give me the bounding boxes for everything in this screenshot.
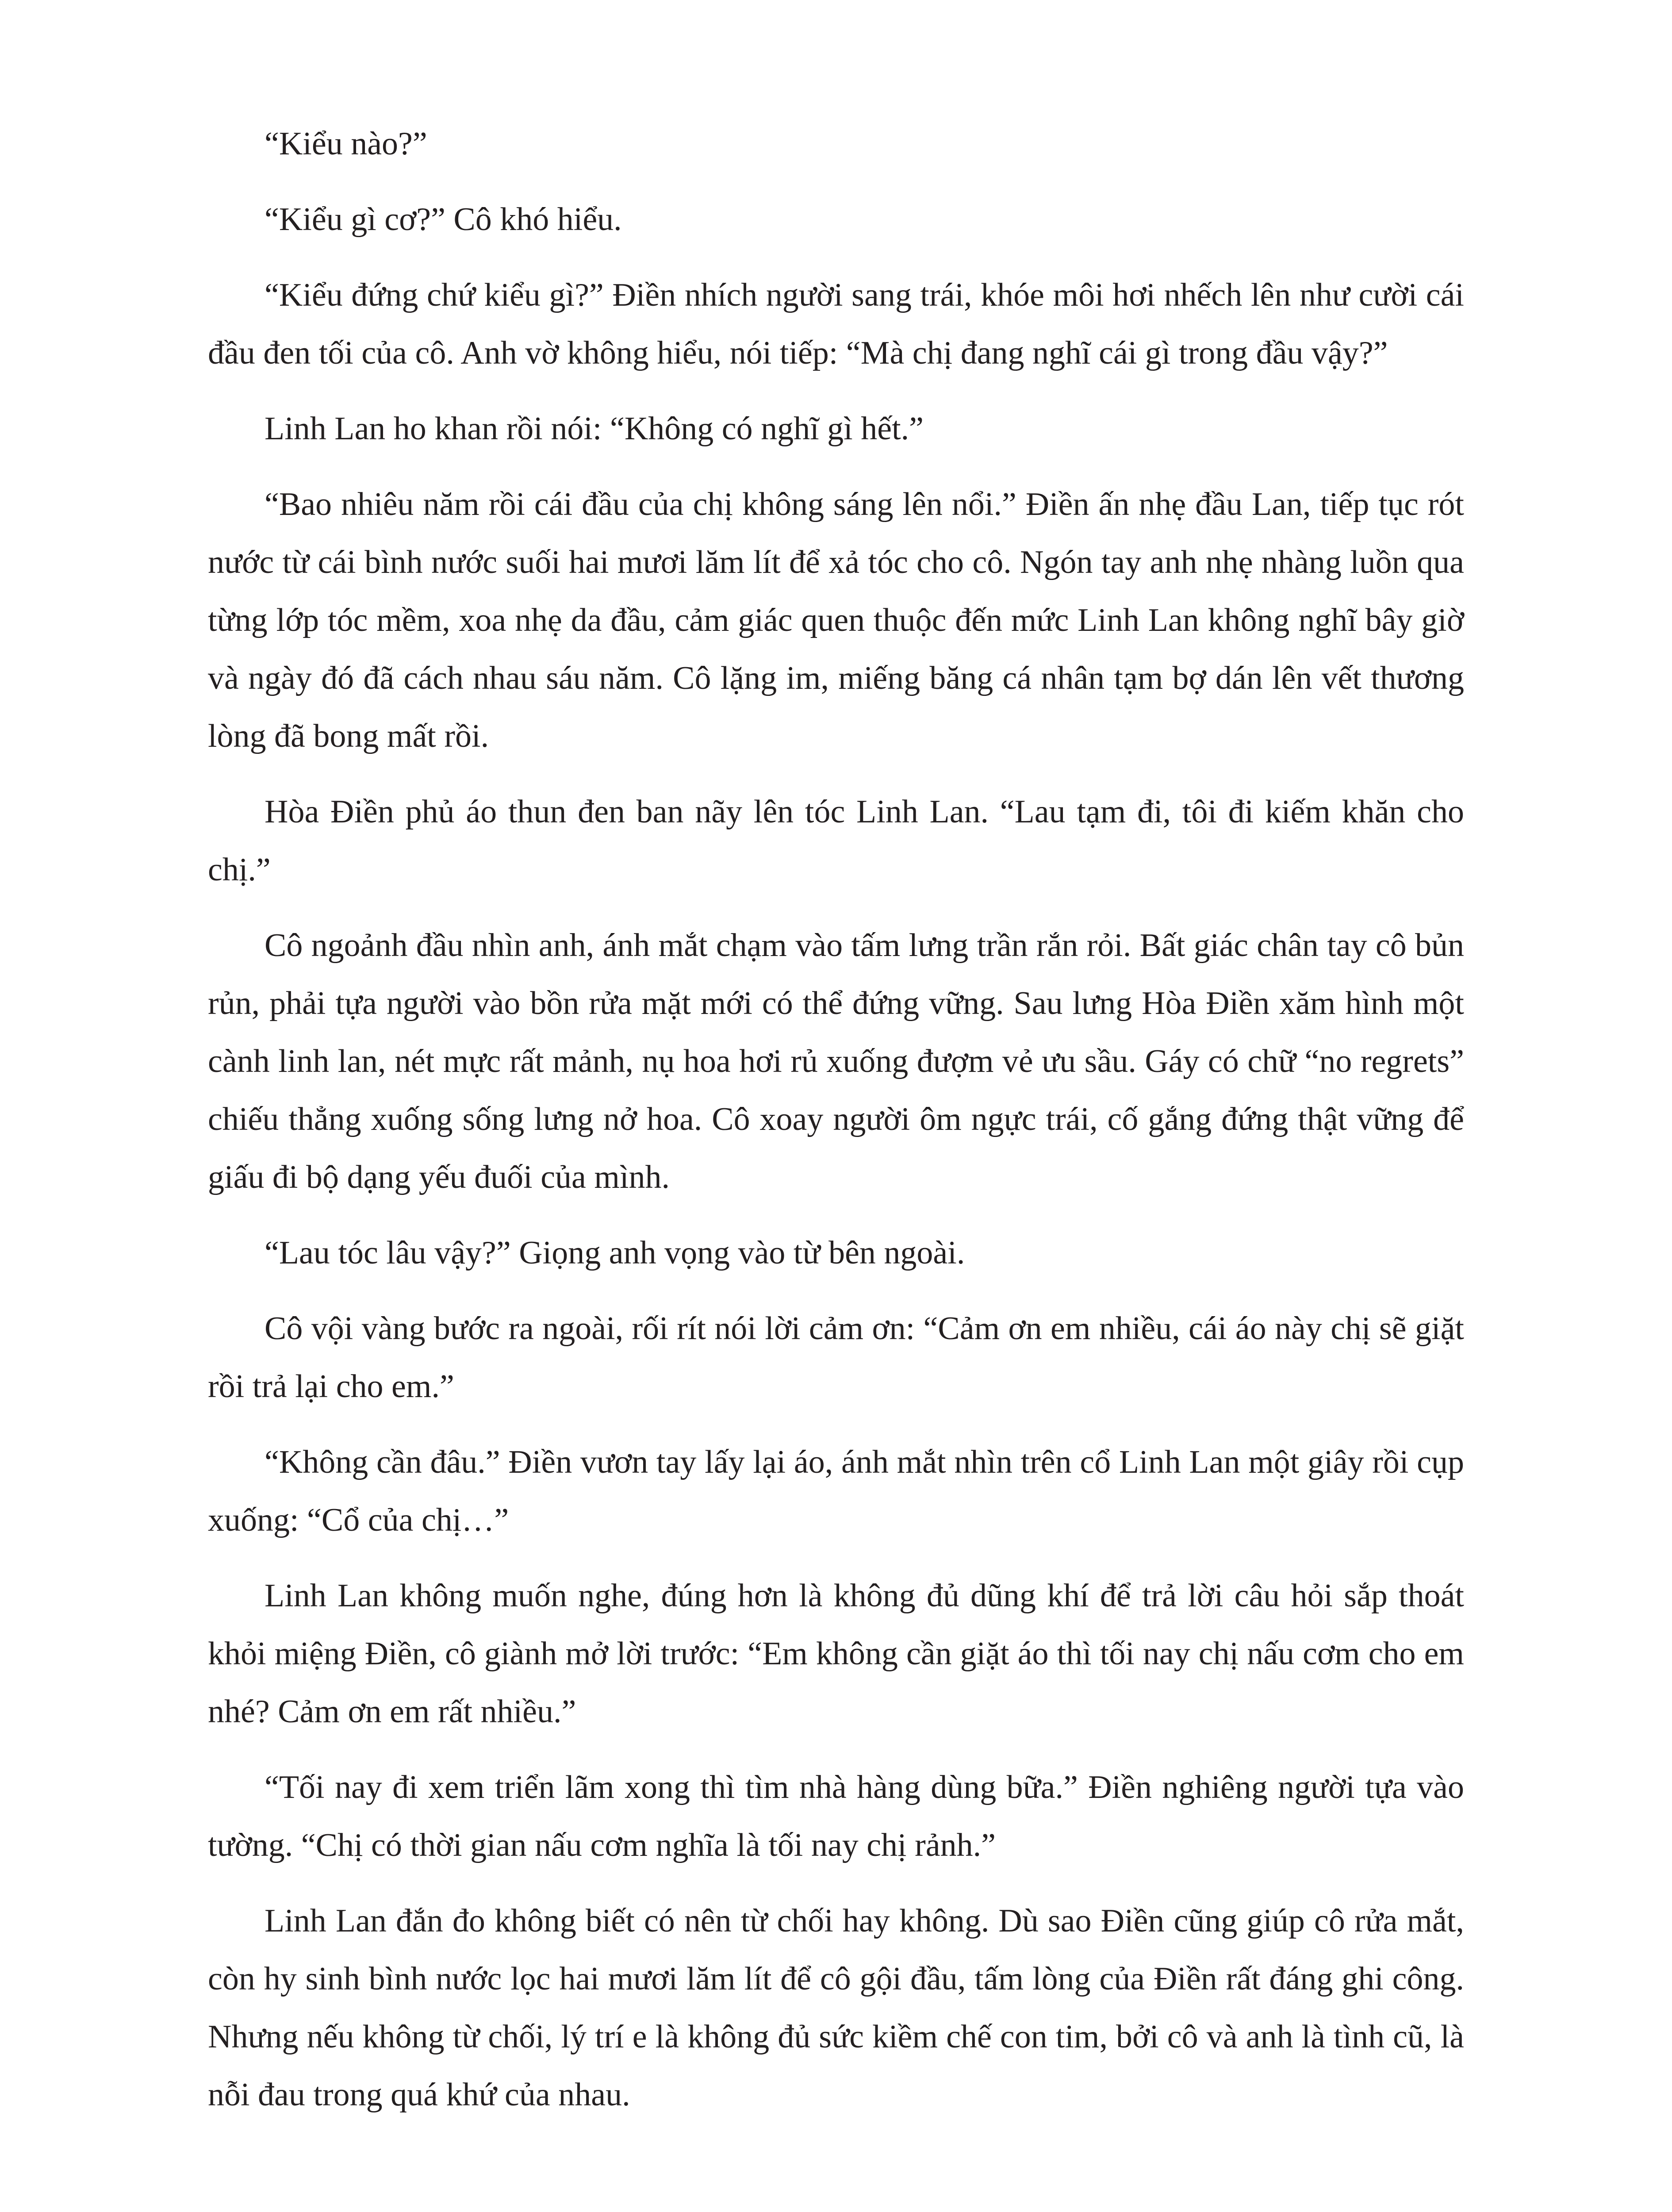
paragraph: Linh Lan không muốn nghe, đúng hơn là không đủ dũng khí để trả lời câu hỏi sắp thoát khỏi miệng Điền, cô giành mở lời trước: “Em không cần giặt áo thì tối nay chị nấu cơm cho em nhé? Cảm ơn em rất nhiều.”	[208, 1578, 1464, 1730]
paragraph: “Lau tóc lâu vậy?” Giọng anh vọng vào từ bên ngoài.	[265, 1235, 965, 1271]
paragraph: “Bao nhiêu năm rồi cái đầu của chị không sáng lên nổi.” Điền ấn nhẹ đầu Lan, tiếp tục rót nước từ cái bình nước suối hai mươi lăm lít để xả tóc cho cô. Ngón tay anh nhẹ nhàng luồn qua từng lớp tóc mềm, xoa nhẹ da đầu, cảm giác quen thuộc đến mức Linh Lan không nghĩ bây giờ và ngày đó đã cách nhau sáu năm. Cô lặng im, miếng băng cá nhân tạm bợ dán lên vết thương lòng đã bong mất rồi.	[208, 486, 1464, 754]
paragraph: “Kiểu gì cơ?” Cô khó hiểu.	[265, 201, 622, 238]
paragraph: Linh Lan đắn đo không biết có nên từ chối hay không. Dù sao Điền cũng giúp cô rửa mắt, còn hy sinh bình nước lọc hai mươi lăm lít để cô gội đầu, tấm lòng của Điền rất đáng ghi công. Nhưng nếu không từ chối, lý trí e là không đủ sức kiềm chế con tim, bởi cô và anh là tình cũ, là nỗi đau trong quá khứ của nhau.	[208, 1903, 1464, 2113]
paragraph: “Tối nay đi xem triển lãm xong thì tìm nhà hàng dùng bữa.” Điền nghiêng người tựa vào tường. “Chị có thời gian nấu cơm nghĩa là tối nay chị rảnh.”	[208, 1769, 1464, 1863]
paragraph: “Kiểu đứng chứ kiểu gì?” Điền nhích người sang trái, khóe môi hơi nhếch lên như cười cái đầu đen tối của cô. Anh vờ không hiểu, nói tiếp: “Mà chị đang nghĩ cái gì trong đầu vậy?”	[208, 277, 1464, 371]
paragraph: “Kiểu nào?”	[265, 126, 427, 162]
paragraph: Hòa Điền phủ áo thun đen ban nãy lên tóc Linh Lan. “Lau tạm đi, tôi đi kiếm khăn cho chị.”	[208, 794, 1464, 888]
paragraph: Linh Lan ho khan rồi nói: “Không có nghĩ gì hết.”	[265, 411, 924, 447]
body-text	[208, 115, 1464, 2142]
paragraph: Cô ngoảnh đầu nhìn anh, ánh mắt chạm vào tấm lưng trần rắn rỏi. Bất giác chân tay cô bủn rủn, phải tựa người vào bồn rửa mặt mới có thể đứng vững. Sau lưng Hòa Điền xăm hình một cành linh lan, nét mực rất mảnh, nụ hoa hơi rủ xuống đượm vẻ ưu sầu. Gáy có chữ “no regrets” chiếu thẳng xuống sống lưng nở hoa. Cô xoay người ôm ngực trái, cố gắng đứng thật vững để giấu đi bộ dạng yếu đuối của mình.	[208, 927, 1464, 1195]
paragraph: Cô vội vàng bước ra ngoài, rối rít nói lời cảm ơn: “Cảm ơn em nhiều, cái áo này chị sẽ giặt rồi trả lại cho em.”	[208, 1310, 1464, 1405]
paragraph: “Không cần đâu.” Điền vươn tay lấy lại áo, ánh mắt nhìn trên cổ Linh Lan một giây rồi cụp xuống: “Cổ của chị…”	[208, 1444, 1464, 1538]
